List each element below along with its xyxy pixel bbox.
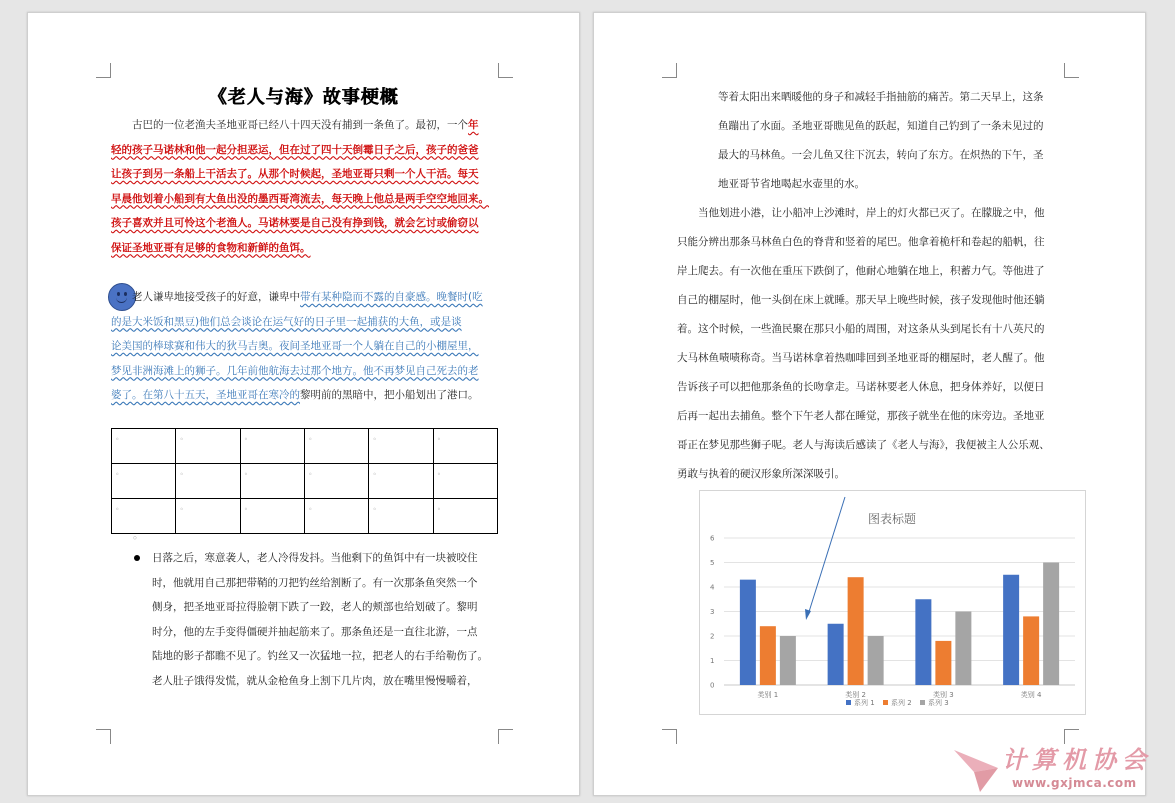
- para1-red-line: 保证圣地亚哥有足够的食物和新鲜的鱼饵。: [111, 241, 311, 254]
- table-cell[interactable]: 。: [240, 429, 304, 464]
- para2-blue-line: 梦见非洲海滩上的狮子。几年前他航海去过那个地方。他不再梦见自己死去的老: [111, 364, 479, 377]
- text-line: 大马林鱼啧啧称奇。当马诺林拿着热咖啡回到圣地亚哥的棚屋时，老人醒了。他: [677, 352, 1045, 364]
- legend-label: 系列 2: [891, 699, 912, 707]
- text-line: 只能分辨出那条马林鱼白色的脊背和竖着的尾巴。他拿着桅杆和卷起的船帆，往: [677, 236, 1045, 248]
- y-tick-label: 3: [710, 608, 715, 616]
- table-cell[interactable]: 。: [369, 429, 433, 464]
- legend-label: 系列 1: [854, 699, 875, 707]
- table-cell[interactable]: 。: [433, 499, 497, 534]
- text-line: 后再一起出去捕鱼。整个下午老人都在睡觉，那孩子就坐在他的床旁边。圣地亚: [677, 410, 1045, 422]
- table-cell[interactable]: 。: [176, 464, 240, 499]
- watermark-url: www.gxjmca.com: [1012, 776, 1137, 790]
- table-cell[interactable]: 。: [304, 464, 368, 499]
- para1-red-line: 让孩子到另一条船上干活去了。从那个时候起，圣地亚哥只剩一个人干活。每天: [111, 168, 479, 180]
- y-tick-label: 1: [710, 657, 715, 665]
- table-cell[interactable]: 。: [433, 429, 497, 464]
- watermark-text: 计算机协会: [1002, 745, 1152, 774]
- page-title[interactable]: 《老人与海》故事梗概: [208, 87, 399, 108]
- text-line: 地亚哥节省地喝起水壶里的水。: [718, 178, 865, 190]
- table-cell[interactable]: 。: [369, 464, 433, 499]
- bullet-line: 侧身，把圣地亚哥拉得脸朝下跌了一跤，老人的颊部也给划破了。黎明: [152, 601, 478, 613]
- text-line: 着。这个时候，一些渔民聚在那只小船的周围，对这条从头到尾长有十八英尺的: [677, 323, 1045, 335]
- y-tick-label: 5: [710, 559, 715, 567]
- para1-red: 年: [468, 119, 479, 131]
- bullet-line: 老人肚子饿得发慌，就从金枪鱼身上割下几片肉，放在嘴里慢慢嚼着，: [152, 674, 478, 687]
- para1-red-line: 孩子喜欢并且可怜这个老渔人。马诺林要是自己没有挣到钱，就会乞讨或偷窃以: [111, 217, 479, 229]
- chart-title: 图表标题: [867, 512, 917, 526]
- table-cell[interactable]: 。: [304, 499, 368, 534]
- bullet-line: 时，他就用自己那把带鞘的刀把钓丝给割断了。有一次那条鱼突然一个: [152, 576, 478, 589]
- x-tick-label: 类别 2: [845, 691, 866, 699]
- bullet-line: 陆地的影子都瞧不见了。钓丝又一次猛地一拉，把老人的右手给勒伤了。: [152, 650, 488, 662]
- arrow-line[interactable]: [808, 497, 845, 615]
- para2-blue-line: 婆了。在第八十五天，圣地亚哥在寒冷的: [111, 389, 300, 401]
- para1-red-line: 早晨他划着小船到有大鱼出没的墨西哥湾流去，每天晚上他总是两手空空地回来。: [111, 192, 489, 205]
- y-tick-label: 4: [710, 583, 715, 592]
- table-cell[interactable]: 。: [240, 464, 304, 499]
- bullet-line: 日落之后，寒意袭人，老人冷得发抖。当他剩下的鱼饵中有一块被咬住: [152, 552, 478, 564]
- table-cell[interactable]: 。: [112, 429, 176, 464]
- table-cell[interactable]: 。: [112, 464, 176, 499]
- table-cell[interactable]: 。: [240, 499, 304, 534]
- para2-blue-line: 的是大米饭和黑豆)他们总会谈论在运气好的日子里一起捕获的大鱼，或是谈: [111, 315, 462, 328]
- arrow-head-icon: [805, 609, 811, 620]
- x-tick-label: 类别 1: [757, 691, 779, 699]
- table-cell[interactable]: 。: [176, 429, 240, 464]
- paragraph-mark: 。: [133, 529, 144, 541]
- table-cell[interactable]: 。: [112, 499, 176, 534]
- para2-blue-line: 论美国的棒球赛和伟大的狄马吉奥。夜间圣地亚哥一个人躺在自己的小棚屋里，: [111, 340, 479, 352]
- text-line: 鱼蹦出了水面。圣地亚哥瞧见鱼的跃起，知道自己钓到了一条未见过的: [718, 120, 1044, 132]
- y-tick-label: 0: [710, 681, 715, 690]
- para2-blue: 带有某种隐而不露的自豪感。晚餐时(吃: [300, 291, 483, 303]
- y-tick-label: 6: [710, 534, 715, 543]
- watermark-triangle-icon: [950, 742, 1002, 794]
- para2-text: 老人谦卑地接受孩子的好意，谦卑中: [132, 291, 300, 303]
- text-line: 勇敢与执着的硬汉形象所深深吸引。: [677, 468, 845, 480]
- x-tick-label: 类别 3: [933, 691, 954, 699]
- para2-text: 黎明前的黑暗中，把小船划出了港口。: [300, 389, 479, 401]
- text-line: 最大的马林鱼。一会儿鱼又往下沉去，转向了东方。在炽热的下午，圣: [718, 149, 1044, 161]
- text-line: 哥正在梦见那些狮子呢。老人与海读后感读了《老人与海》，我便被主人公乐观、: [677, 439, 1050, 451]
- text-line: 等着太阳出来晒暖他的身子和减轻手指抽筋的痛苦。第二天早上，这条: [718, 91, 1044, 103]
- text-line: 自己的棚屋时，他一头倒在床上就睡。那天早上晚些时候，孩子发现他时他还躺: [677, 294, 1045, 306]
- y-tick-label: 2: [710, 632, 715, 641]
- text-line: 岸上爬去。有一次他在重压下跌倒了，他耐心地躺在地上，积蓄力气。等他进了: [677, 265, 1045, 277]
- watermark-logo: [950, 740, 1165, 800]
- text-line: 告诉孩子可以把他那条鱼的长吻拿走。马诺林要老人休息，把身体养好，以便日: [677, 381, 1045, 393]
- x-tick-label: 类别 4: [1020, 691, 1042, 699]
- text-line: 当他划进小港，让小船冲上沙滩时，岸上的灯火都已灭了。在朦胧之中，他: [698, 207, 1045, 219]
- legend-label: 系列 3: [928, 699, 949, 707]
- table-cell[interactable]: 。: [176, 499, 240, 534]
- para1-red-line: 轻的孩子马诺林和他一起分担恶运，但在过了四十天倒霉日子之后，孩子的爸爸: [111, 143, 479, 156]
- bullet-line: 时分，他的左手变得僵硬并抽起筋来了。那条鱼还是一直往北游，一点: [152, 625, 478, 638]
- table-cell[interactable]: 。: [369, 499, 433, 534]
- table-cell[interactable]: 。: [304, 429, 368, 464]
- table-cell[interactable]: 。: [433, 464, 497, 499]
- para1-text: 古巴的一位老渔夫圣地亚哥已经八十四天没有捕到一条鱼了。最初，一个: [132, 119, 468, 131]
